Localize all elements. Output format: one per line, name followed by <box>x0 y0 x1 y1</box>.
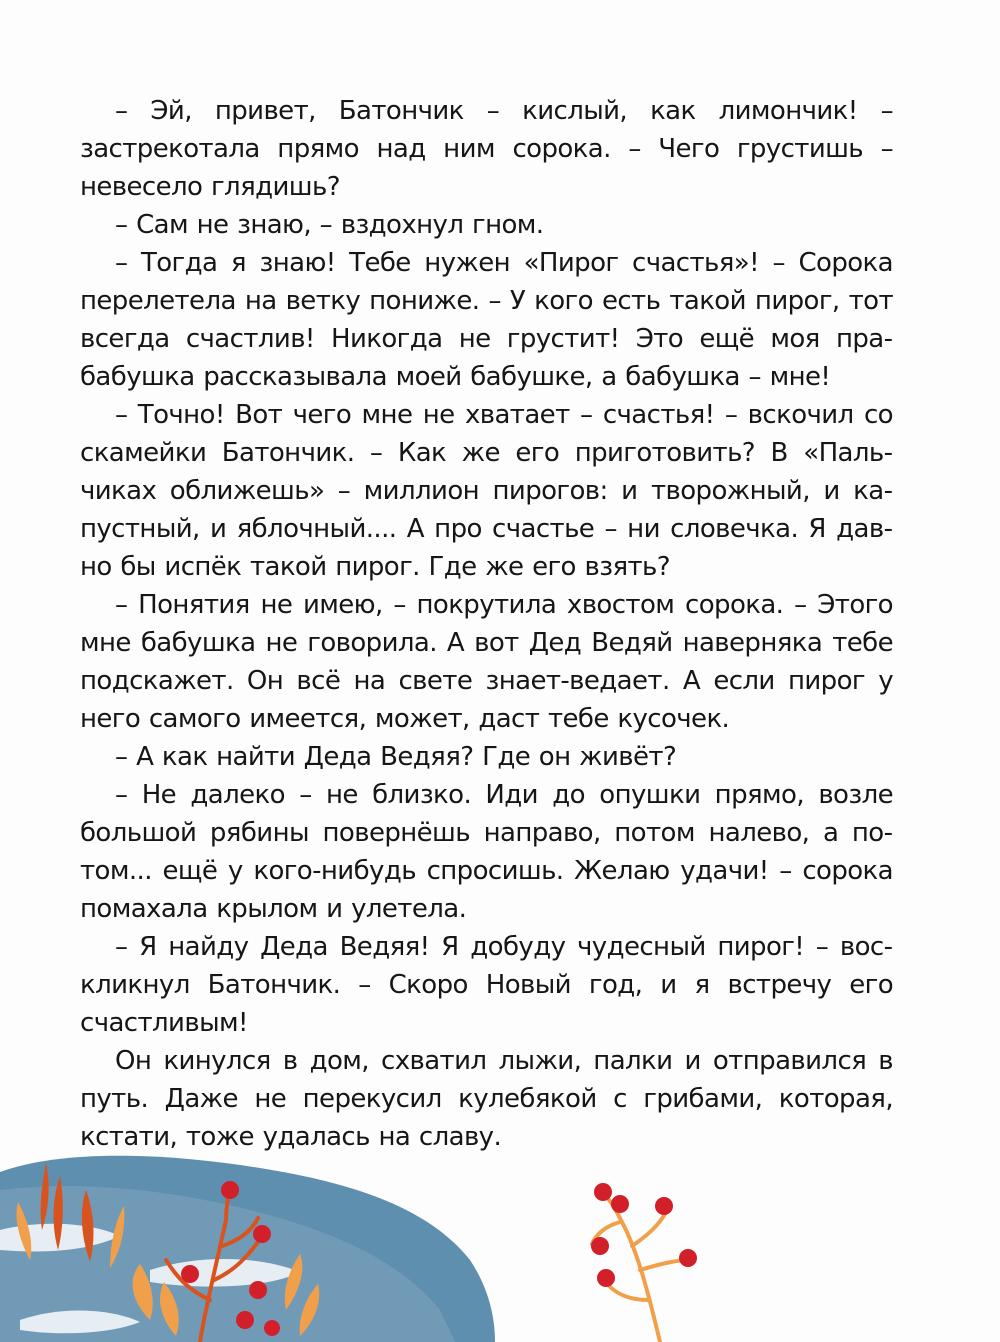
paragraph: Он кинулся в дом, схватил лыжи, палки и отправился в путь. Даже не перекусил кулебякой с грибами, которая, кстати, тоже удалась на славу. <box>80 1046 893 1152</box>
paragraph: – Сам не знаю, – вздохнул гном. <box>115 210 544 240</box>
paragraph: – А как найти Деда Ведяя? Где он живёт? <box>115 742 677 772</box>
paragraph: – Не далеко – не близко. Иди до опушки прямо, возле большой рябины повернёшь направо, потом налево, а потом... ещё у кого-нибудь спросишь. Желаю удачи! – сорока помахала крылом и улетела. <box>80 780 893 924</box>
paragraph: – Понятия не имею, – покрутила хвостом сорока. – Этого мне бабушка не говорила. А вот Дед Ведяй наверняка тебе подскажет. Он всё на свете знает-ведает. А если пирог у него самого имеется, может, даст тебе кусочек. <box>80 590 893 734</box>
rowan-branch-right <box>591 1183 697 1342</box>
paragraph: – Эй, привет, Батончик – кислый, как лимончик! – застрекотала прямо над ним сорока. – Чего грустишь – невесело глядишь? <box>80 96 893 202</box>
paragraph: – Точно! Вот чего мне не хватает – счастья! – вскочил со скамейки Батончик. – Как же его приготовить? В «Пальчиках оближешь» – миллион пирогов: и творожный, и капустный, и яблочный.... А про счастье – ни словечка. Я давно бы испёк такой пирог. Где же его взять? <box>80 400 893 582</box>
winter-rowan-branches-icon <box>0 1150 1000 1342</box>
paragraph: – Тогда я знаю! Тебе нужен «Пирог счастья»! – Сорока перелетела на ветку пониже. – У кого есть такой пирог, тот всегда счастлив! Никогда не грустит! Это ещё моя прабабушка рассказывала моей бабушке, а бабушка – мне! <box>80 248 893 392</box>
story-text <box>80 92 893 1156</box>
paragraph: – Я найду Деда Ведяя! Я добуду чудесный пирог! – воскликнул Батончик. – Скоро Новый год, и я встречу его счастливым! <box>80 932 893 1038</box>
